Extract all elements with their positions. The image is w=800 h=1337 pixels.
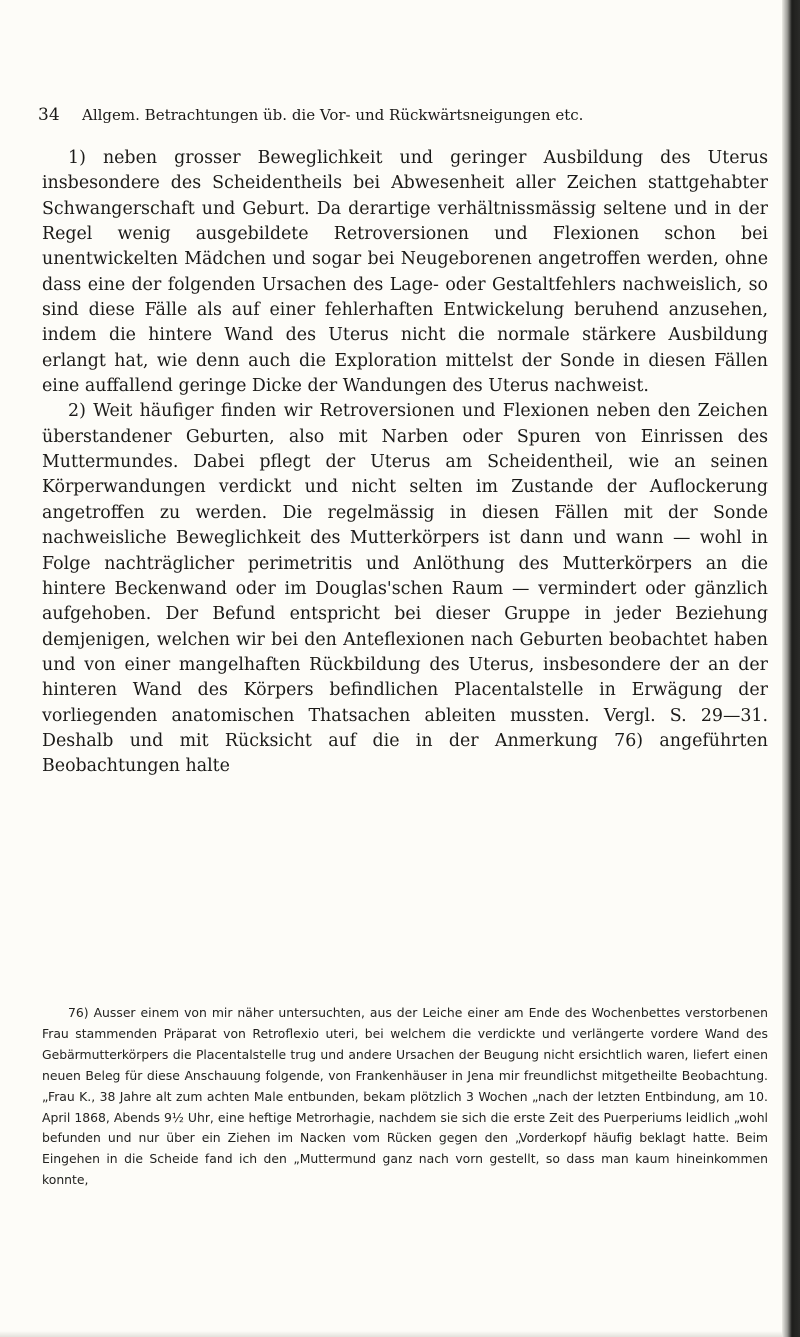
paragraph-2: 2) Weit häufiger finden wir Retroversionen und Flexionen neben den Zeichen überstandener Geburten, also mit Narben oder Spuren von Einrissen des Muttermundes. Dabei pflegt der Uterus am Scheidentheil, wie an seinen Körperwandungen verdickt und nicht selten im Zustande der Auflockerung angetroffen zu werden. Die regelmässig in diesen Fällen mit der Sonde nachweisliche Beweglichkeit des Mutterkörpers ist dann und wann — wohl in Folge nachträglicher perimetritis und Anlöthung des Mutterkörpers an die hintere Beckenwand oder im Douglas'schen Raum — vermindert oder gänzlich aufgehoben. Der Befund entspricht bei dieser Gruppe in jeder Beziehung demjenigen, welchen wir bei den Anteflexionen nach Geburten beobachtet haben und von einer mangelhaften Rückbildung des Uterus, insbesondere der an der hinteren Wand des Körpers befindlichen Placentalstelle in Erwägung der vorliegenden anatomischen Thatsachen ableiten mussten. Vergl. S. 29—31. Deshalb und mit Rücksicht auf die in der Anmerkung 76) angeführten Beobachtungen halte [42,401,768,777]
footnote-76: 76) Ausser einem von mir näher untersuchten, aus der Leiche einer am Ende des Wochenbettes verstorbenen Frau stammenden Präparat von Retroflexio uteri, bei welchem die verdickte und verlängerte vordere Wand des Gebärmutterkörpers die Placentalstelle trug und andere Ursachen der Beugung nicht ersichtlich waren, liefert einen neuen Beleg für diese Anschauung folgende, von Frankenhäuser in Jena mir freundlichst mitgetheilte Beobachtung. „Frau K., 38 Jahre alt zum achten Male entbunden, bekam plötzlich 3 Wochen „nach der letzten Entbindung, am 10. April 1868, Abends 9½ Uhr, eine heftige Metrorhagie, nachdem sie sich die erste Zeit des Puerperiums leidlich „wohl befunden und nur über ein Ziehen im Nacken vom Rücken gegen den „Vorderkopf häufig beklagt hatte. Beim Eingehen in die Scheide fand ich den „Muttermund ganz nach vorn gestellt, so dass man kaum hineinkommen konnte, [42,1005,768,1188]
page-bottom-edge [0,1331,800,1337]
running-header [38,104,768,126]
book-spine-shadow [782,0,800,1337]
main-text [42,146,768,780]
running-title: Allgem. Betrachtungen üb. die Vor- und Rückwärtsneigungen etc. [82,106,584,124]
page-number: 34 [38,105,60,125]
paragraph-1: 1) neben grosser Beweglichkeit und geringer Ausbildung des Uterus insbesondere des Scheidentheils bei Abwesenheit aller Zeichen stattgehabter Schwangerschaft und Geburt. Da derartige verhältnissmässig seltene und in der Regel wenig ausgebildete Retroversionen und Flexionen schon bei unentwickelten Mädchen und sogar bei Neugeborenen angetroffen werden, ohne dass eine der folgenden Ursachen des Lage- oder Gestaltfehlers nachweislich, so sind diese Fälle als auf einer fehlerhaften Entwickelung beruhend anzusehen, indem die hintere Wand des Uterus nicht die normale stärkere Ausbildung erlangt hat, wie denn auch die Exploration mittelst der Sonde in diesen Fällen eine auffallend geringe Dicke der Wandungen des Uterus nachweist. [42,148,768,397]
footnote [42,1003,768,1191]
